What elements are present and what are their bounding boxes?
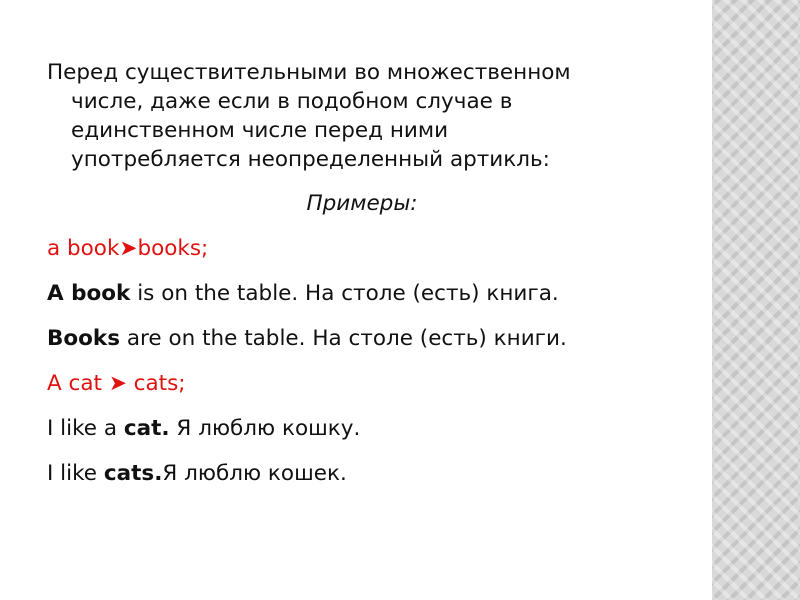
singular-book: a book xyxy=(47,236,120,261)
sentence-2-rest: are on the table. На столе (есть) книги. xyxy=(120,326,567,351)
plural-cats: cats; xyxy=(133,371,186,396)
example-sentence-1 xyxy=(47,279,677,308)
decorative-side-pattern xyxy=(712,0,800,600)
example-pair-book xyxy=(47,234,677,263)
example-pair-cat xyxy=(47,369,677,398)
sentence-3-rest: Я люблю кошку. xyxy=(169,416,361,441)
arrow-icon: ➤ xyxy=(108,371,127,396)
intro-line-4: употребляется неопределенный артикль: xyxy=(71,147,550,172)
singular-cat: A cat xyxy=(47,371,102,396)
sentence-3-pre: I like a xyxy=(47,416,124,441)
intro-line-3: единственном числе перед ними xyxy=(71,118,449,143)
plural-books: books; xyxy=(137,236,209,261)
sentence-4-bold: cats. xyxy=(103,461,163,486)
examples-heading: Примеры: xyxy=(306,191,418,216)
sentence-1-rest: is on the table. На столе (есть) книга. xyxy=(130,281,559,306)
sentence-4-rest: Я люблю кошек. xyxy=(162,461,347,486)
example-sentence-3 xyxy=(47,414,677,443)
arrow-icon: ➤ xyxy=(119,236,138,261)
sentence-3-bold: cat. xyxy=(123,416,170,441)
example-sentence-4 xyxy=(47,459,677,488)
intro-paragraph xyxy=(47,58,677,174)
slide-content xyxy=(47,58,677,488)
intro-line-2: числе, даже если в подобном случае в xyxy=(71,89,513,114)
example-sentence-2 xyxy=(47,324,677,353)
sentence-2-bold: Books xyxy=(47,326,121,351)
intro-line-1: Перед существительными во множественном xyxy=(47,60,571,85)
sentence-1-bold: A book xyxy=(47,281,131,306)
sentence-4-pre: I like xyxy=(47,461,104,486)
